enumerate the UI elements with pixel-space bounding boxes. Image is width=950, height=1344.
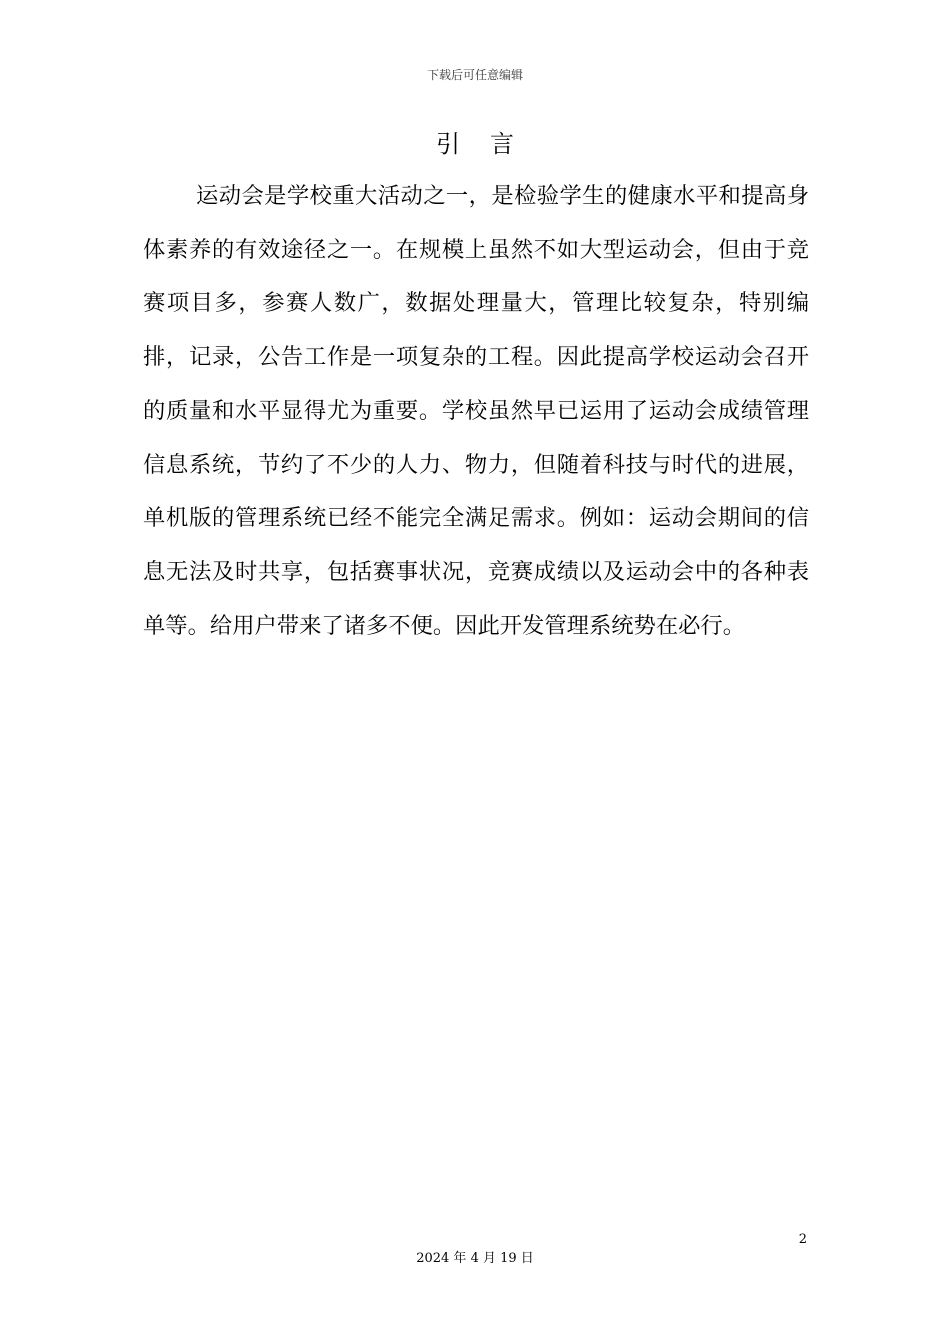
page-number: 2 <box>798 1232 807 1247</box>
body-paragraph: 运动会是学校重大活动之一，是检验学生的健康水平和提高身体素养的有效途径之一。在规模上虽然不如大型运动会，但由于竞赛项目多，参赛人数广，数据处理量大，管理比较复杂，特别编排，记录，公告工作是一项复杂的工程。因此提高学校运动会召开的质量和水平显得尤为重要。学校虽然早已运用了运动会成绩管理信息系统，节约了不少的人力、物力，但随着科技与时代的进展，单机版的管理系统已经不能完全满足需求。例如：运动会期间的信息无法及时共享，包括赛事状况，竞赛成绩以及运动会中的各种表单等。给用户带来了诸多不便。因此开发管理系统势在必行。 <box>143 183 809 639</box>
header-note: 下载后可任意编辑 <box>426 68 523 82</box>
footer-date: 2024 年 4 月 19 日 <box>416 1251 534 1266</box>
document-title: 引言 <box>436 130 544 158</box>
